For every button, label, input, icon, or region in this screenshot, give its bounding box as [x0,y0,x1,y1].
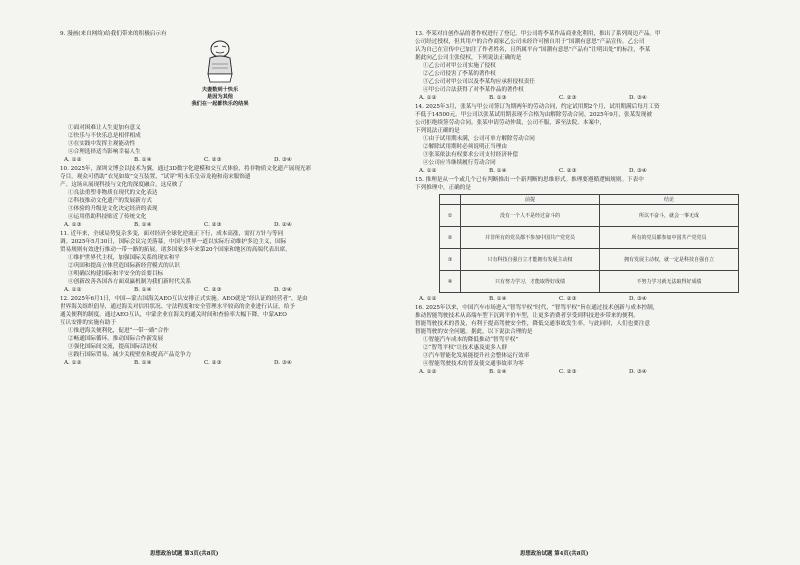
answer-choices [415,295,745,303]
question-9 [60,30,380,164]
answer-b: B. ①④ [134,360,152,366]
option-line: ①乙公司对甲公司实施了侵权 [423,63,496,69]
answer-c: C. ②③ [559,168,577,174]
question-line: 贸易规则有效进行推动一带一路的拓展，诸多国家多年来第20个国家和地区的高端代表出席。 [60,247,291,253]
answer-b: B. ①④ [134,157,152,163]
answer-d: D. ③④ [274,157,292,163]
answer-b: B. ①④ [134,287,152,293]
question-line: 通关便利的制度。通过AEO互认，中蒙企业在海关的通关时间和查验率大幅下降。中蒙AEO [60,312,287,318]
answer-c: C. ②③ [204,287,222,293]
right-page-column [415,30,745,545]
question-line: 下列说法正确的是 [415,128,460,134]
answer-choices [60,221,380,229]
option-line: ④合理选择适当影响幸福人生 [68,149,141,155]
question-line: 夺目。观众可借助“衣见如故”交互装置，“试穿”明永乐皇帝龙袍和南宋服饰遗 [60,174,251,180]
question-11 [60,230,380,294]
table-cell: 并非所有的党员都不参加中国共产党党员 [461,227,600,249]
answer-choices [60,286,380,294]
question-line: 15. 推理是从一个或几个已有判断推出一个新判断的思维形式。推理要遵循逻辑规则。下表中 [415,177,644,183]
answer-choices [60,156,380,164]
cartoon-caption-3: 我们在一起都快乐的结果 [191,101,249,107]
question-line: 调。2025年5月30日，国际会议完美落幕，中国与世界一道以实际行动维护多边主义，国际 [60,239,287,245]
option-line: ①智能汽车成本的降低推动“智驾平权” [423,337,519,343]
question-15 [415,176,745,303]
table-row [440,227,739,249]
answer-c: C. ②③ [204,157,222,163]
cartoon-illustration [172,40,268,122]
option-line: ③在实践中发挥主观能动性 [68,141,136,147]
answer-d: D. ③④ [629,168,647,174]
table-cell: 拥有发展主动权，就一定是科技自强自立 [600,249,739,271]
option-line: ②“智驾平权”让技术惠及更多人群 [423,345,508,351]
question-12 [60,295,380,367]
answer-b: B. ①③ [489,95,507,101]
answer-c: C. ②③ [204,222,222,228]
answer-choices [415,368,745,376]
option-line: ④公司应当继续履行劳动合同 [423,160,496,166]
question-line: 互认安排的实施有助于 [60,320,116,326]
option-line: ①面对困难让人生更加有意义 [68,125,141,131]
answer-b: B. ①④ [489,369,507,375]
option-line: ③体验的升级是文化决定经济的表现 [68,206,158,212]
answer-a: A. ①② [419,168,437,174]
option-line: ④智能驾驶技术的普及使交通事故率为零 [423,361,524,367]
answer-b: B. ①④ [489,296,507,302]
question-line: 下列推理中，正确的是 [415,185,471,191]
question-line: 世界海关组织倡导，通过海关对信用状况、守法程度和安全管理水平较高的企业进行认证，给予 [60,304,295,310]
question-line: 智能驾驶技术的普及，有利于提高驾驶安全性，降低交通事故发生率。与此同时，人们也要注意 [415,321,650,327]
option-line: ③明确以构建国际和平安全的首要目标 [68,271,164,277]
table-header [440,195,461,205]
answer-d: D. ②④ [274,222,292,228]
left-page-column [60,30,380,545]
table-row [440,271,739,293]
table-cell: ④ [440,271,461,293]
answer-choices [415,167,745,175]
question-line: 产。这场从展现科技与文化的深度融合，这反映了 [60,182,184,188]
question-line: 公司拒绝续签劳动合同。张某申请劳动仲裁，公司不服，诉至法院。本案中， [415,120,606,126]
option-line: ③张某依法有权要求公司支付经济补偿 [423,152,519,158]
right-page-footer: 思想政治试题 第4页(共8页) [520,551,589,557]
question-line: 12. 2025年6月1日，中国—蒙古国海关AEO互认安排正式实施。AEO就是“经认证的经营者”，是由 [60,296,308,302]
table-row [440,205,739,227]
option-line: ②快乐与不快乐总是相伴相成 [68,133,141,139]
table-header: 结论 [600,195,739,205]
table-cell: 只有科技自强自立才能拥有发展主动权 [461,249,600,271]
question-line: 推动智能驾驶技术从高端车型下沉到平价车型，让更多消费者享受到科技进步带来的便利。 [415,313,639,319]
option-line: ②乙公司侵害了李某的著作权 [423,71,496,77]
table-cell: 不努力学习就无法取得好成绩 [600,271,739,293]
option-line: ④践行国际贸易，减少关税壁垒和提高产品竞争力 [68,352,192,358]
option-line: ③汽车智能化发展能提升社会整体运行效率 [423,353,530,359]
answer-a: A. ①② [419,95,437,101]
question-line: 13. 李某对自创作品的著作权进行了登记。甲公司将李某作品商业化利用，推出了系列周边产品。甲 [415,31,661,37]
question-16 [415,304,745,376]
table-cell: 所有的党员都参加中国共产党党员 [600,227,739,249]
question-14 [415,103,745,175]
option-line: ③强化国际间交流，提高国际话语权 [68,344,158,350]
question-line: 认为自己在宣传中已加注了作者姓名，且所属平台“国潮有意思”产品有“注明出处”的标注，李某 [415,47,651,53]
answer-c: C. ②③ [559,296,577,302]
answer-c: C. ②③ [559,369,577,375]
answer-b: B. ①④ [134,222,152,228]
option-line: ③乙公司对甲公司以及李某均应承担侵权责任 [423,79,535,85]
answer-a: A. ①② [419,296,437,302]
table-cell: 没有一个人不是经过奋斗的 [461,205,600,227]
answer-a: A. ①② [64,157,82,163]
table-cell: ② [440,227,461,249]
question-line: 14. 2025年3月，张某与甲公司签订为期两年的劳动合同，约定试用期2个月，试用期满后每月工资 [415,104,660,110]
option-line: ①推进海关便利化，促进“一带一路”合作 [68,328,169,334]
answer-choices [60,359,380,367]
answer-d: D. ③④ [274,287,292,293]
table-row [440,249,739,271]
answer-choices [415,94,745,102]
option-line: ①由于试用期未满，公司可单方解除劳动合同 [423,136,535,142]
answer-c: C. ②③ [559,95,577,101]
question-13 [415,30,745,102]
table-cell: 只有努力学习，才能取得好成绩 [461,271,600,293]
option-line: ④甲公司合法获得了对李某作品的著作权 [423,87,524,93]
question-line: 智能驾驶的安全问题。据此，以下说法合理的是 [415,329,533,335]
table-cell: ① [440,205,461,227]
question-9-stem: 9. 漫画(来自网络)给我们带来的积极启示有 [60,31,167,37]
answer-a: A. ①② [64,287,82,293]
question-line: 10. 2025年，深圳文博会以技术为翼，通过3D数字化建模和交互式体验，将非物质文化遗产展现光彩 [60,166,312,172]
option-line: ④创新改善各国各方面双赢机制为我们新时代关系 [68,279,192,285]
cartoon-figure-icon [200,40,240,84]
answer-a: A. ①② [64,360,82,366]
option-line: ②畅通国际循环，推动国际合作新发展 [68,336,164,342]
left-page-footer: 思想政治试题 第3页(共8页) [150,551,219,557]
option-line: ②巩固和提高立体营造国际新经营模式的认识 [68,263,180,269]
question-line: 公司经过授权，但其用户的合作商家乙公司未经许可擅自用于“国潮有意思”产品宣传。乙公司 [415,39,645,45]
option-line: ①良法重塑非物质在现代的文化表达 [68,190,158,196]
option-line: ②科技推动文化遗产的发展新方式 [68,198,152,204]
cartoon-caption-2: 是因为其他 [207,94,233,100]
table-header-row [440,195,739,205]
table-cell: ③ [440,249,461,271]
option-line: ①维护世界代主权，加强国际关系的现实和平 [68,255,180,261]
answer-d: D. ③④ [629,296,647,302]
answer-d: D. ③④ [629,95,647,101]
question-line: 不低于14500元。甲公司以张某试用期表现不合格为由解除劳动合同。2025年9月，张某发现被 [415,112,652,118]
question-line: 11. 近年来，全球局势复杂多变，面对经济全球化逆流正下行，成本高涨，需打方针与等同 [60,231,284,237]
answer-a: A. ①② [419,369,437,375]
answer-d: D. ③④ [629,369,647,375]
question-line: 据此向乙公司主张侵权，下列说法正确的是 [415,55,522,61]
question-line: 16. 2025年以来，中国汽车市场进入“智驾平权”时代，“智驾平权”旨在通过技术创新与成本控制， [415,305,659,311]
option-line: ②解除试用期时必须说明正当理由 [423,144,507,150]
answer-b: B. ①④ [489,168,507,174]
answer-d: D. ③④ [274,360,292,366]
table-header: 前提 [461,195,600,205]
table-cell: 所以不奋斗，就会一事无成 [600,205,739,227]
reasoning-table [439,194,739,293]
cartoon-caption-1: 夫妻数到十快乐 [201,87,239,93]
option-line: ④运用借助科技贴近了传统文化 [68,214,147,220]
answer-a: A. ①③ [64,222,82,228]
answer-c: C. ②③ [204,360,222,366]
question-10 [60,165,380,229]
